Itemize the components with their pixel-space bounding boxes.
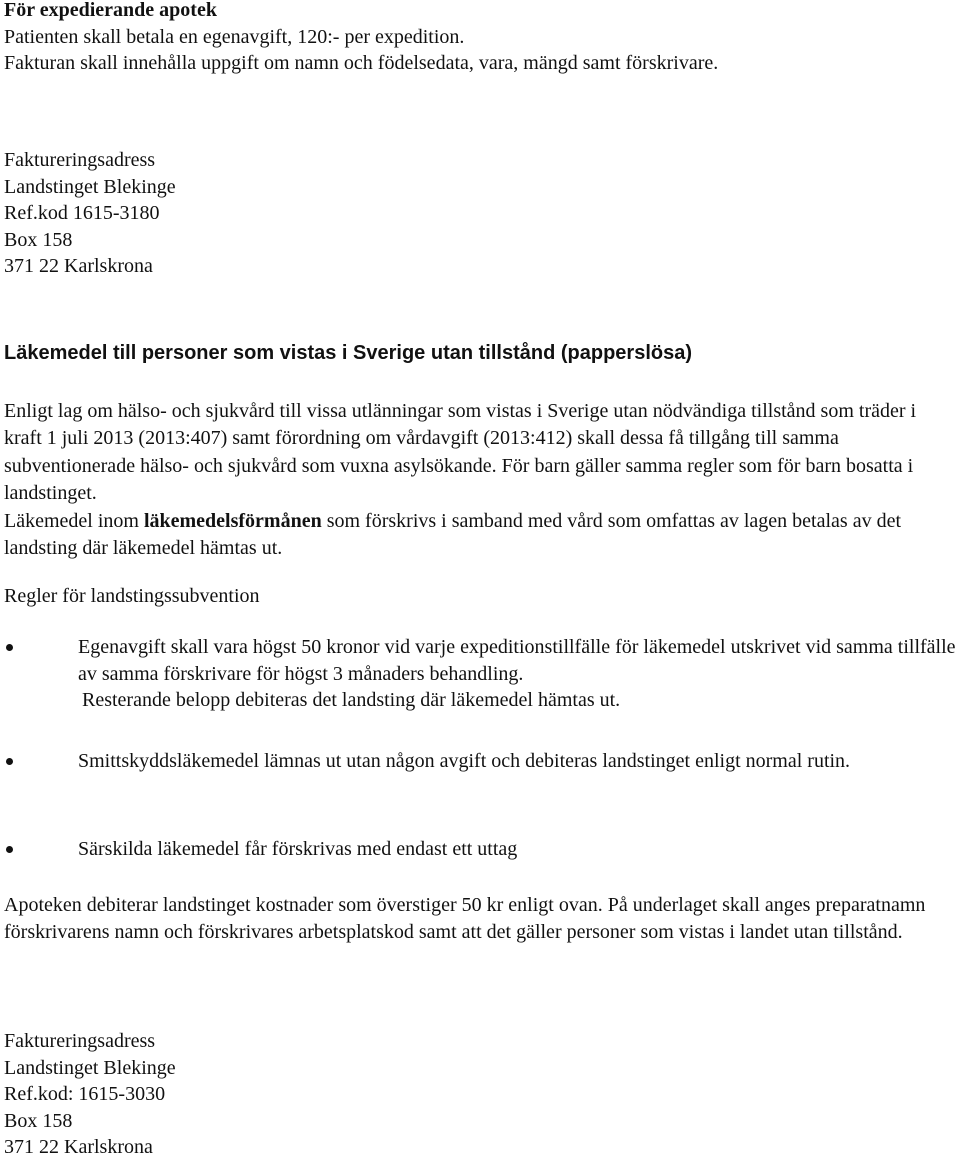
undocumented-paragraph-2 — [4, 508, 956, 563]
rule-1-text: Egenavgift skall vara högst 50 kronor vid varje expeditionstillfälle för läkemedel utskrivet vid samma tillfälle av samma förskrivare för högst 3 månaders behandling. — [78, 636, 956, 685]
billing-2-refcode: Ref.kod: 1615-3030 — [4, 1083, 166, 1105]
bullet-icon — [6, 644, 13, 651]
billing-1-refcode: Ref.kod 1615-3180 — [4, 202, 160, 224]
rules-heading: Regler för landstingssubvention — [4, 585, 260, 607]
billing-2-box: Box 158 — [4, 1109, 73, 1132]
pharmacy-line-fee: Patienten skall betala en egenavgift, 120:- per expedition. — [4, 25, 465, 48]
bullet-icon — [6, 758, 13, 765]
paragraph-2-end: som förskrivs i samband med vård som omfattas av lagen betalas av det landsting där läkemedel hämtas ut. — [4, 510, 902, 560]
closing-paragraph: Apoteken debiterar landstinget kostnader som överstiger 50 kr enligt ovan. På underlaget skall anges preparatnamn förskrivarens namn och förskrivares arbetsplatskod samt att det gäller personer som vistas i landet utan tillstånd. — [4, 894, 926, 944]
rule-2-text: Smittskyddsläkemedel lämnas ut utan någon avgift och debiteras landstinget enligt normal rutin. — [78, 750, 851, 772]
paragraph-2-emphasis: läkemedelsförmånen — [143, 510, 322, 532]
billing-1-box: Box 158 — [4, 228, 73, 251]
pharmacy-section — [4, 0, 956, 77]
billing-1-label: Faktureringsadress — [4, 149, 156, 171]
pharmacy-heading: För expedierande apotek — [4, 0, 217, 21]
rule-1-note: Resterande belopp debiteras det landsting där läkemedel hämtas ut. — [82, 689, 621, 711]
billing-2-city: 371 22 Karlskrona — [4, 1136, 153, 1158]
billing-address-1 — [4, 147, 176, 280]
billing-1-organisation: Landstinget Blekinge — [4, 175, 176, 198]
billing-address-2 — [4, 1028, 176, 1161]
list-item — [4, 634, 956, 714]
paragraph-2-start: Läkemedel inom — [4, 510, 144, 532]
rule-3-text: Särskilda läkemedel får förskrivas med endast ett uttag — [78, 838, 518, 860]
undocumented-heading: Läkemedel till personer som vistas i Sverige utan tillstånd (papperslösa) — [4, 342, 692, 364]
undocumented-paragraph-1: Enligt lag om hälso- och sjukvård till vissa utlänningar som vistas i Sverige utan nödvändiga tillstånd som träder i kraft 1 juli 2013 (2013:407) samt förordning om vårdavgift (2013:412) skall dessa få tillgång till samma subventionerade hälso- och sjukvård som vuxna asylsökande. För barn gäller samma regler som för barn bosatta i landstinget. — [4, 400, 917, 504]
billing-2-label: Faktureringsadress — [4, 1030, 156, 1052]
billing-1-city: 371 22 Karlskrona — [4, 255, 153, 277]
list-item — [4, 748, 956, 775]
list-item — [4, 836, 956, 863]
bullet-icon — [6, 846, 13, 853]
billing-2-organisation: Landstinget Blekinge — [4, 1056, 176, 1079]
pharmacy-line-invoice: Fakturan skall innehålla uppgift om namn och födelsedata, vara, mängd samt förskrivare. — [4, 52, 719, 74]
